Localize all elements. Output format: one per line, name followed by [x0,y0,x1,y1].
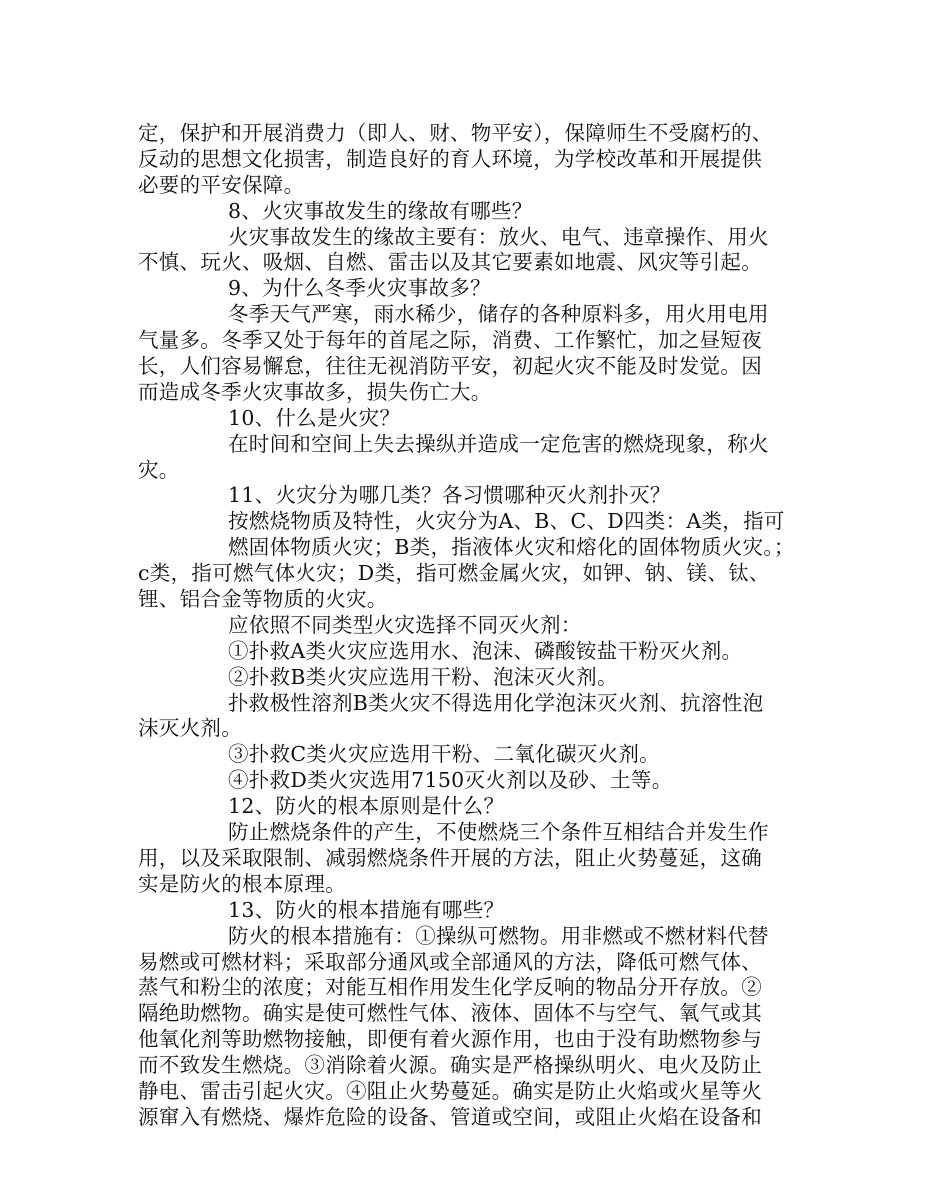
text-line: ③扑救C类火灾应选用干粉、二氧化碳灭火剂。 [228,742,660,767]
text-line: 10、什么是火灾？ [228,405,401,430]
text-line: 冬季天气严寒，雨水稀少，储存的各种原料多，用火用电用 [228,302,769,327]
text-line: 按燃烧物质及特性，火灾分为A、B、C、D四类：A类，指可 [228,509,785,534]
text-line: 源窜入有燃烧、爆炸危险的设备、管道或空间，或阻止火焰在设备和 [138,1104,762,1129]
text-line: 防止燃烧条件的产生，不使燃烧三个条件互相结合并发生作 [228,820,769,845]
text-line: 气量多。冬季又处于每年的首尾之际，消费、工作繁忙，加之昼短夜 [138,328,762,353]
text-line: 而造成冬季火灾事故多，损失伤亡大。 [138,379,492,404]
text-line: 静电、雷击引起火灾。④阻止火势蔓延。确实是防止火焰或火星等火 [138,1078,762,1103]
text-line: 燃固体物质火灾；B类，指液体火灾和熔化的固体物质火灾。； [228,535,795,560]
text-line: 他氧化剂等助燃物接触，即便有着火源作用，也由于没有助燃物参与 [138,1027,762,1052]
text-line: ④扑救D类火灾选用7150灭火剂以及砂、土等。 [228,768,673,793]
text-line: 必要的平安保障。 [138,172,305,197]
text-line: 实是防火的根本原理。 [138,871,346,896]
text-line: 而不致发生燃烧。③消除着火源。确实是严格操纵明火、电火及防止 [138,1053,762,1078]
text-line: 9、为什么冬季火灾事故多？ [228,276,491,301]
text-line: 11、火灾分为哪几类？各习惯哪种灭火剂扑灭？ [228,483,671,508]
document-body [138,121,818,1131]
text-line: 蒸气和粉尘的浓度；对能互相作用发生化学反响的物品分开存放。② [138,975,762,1000]
text-line: ②扑救B类火灾应选用干粉、泡沫灭火剂。 [228,664,618,689]
text-line: 锂、铝合金等物质的火灾。 [138,587,388,612]
text-line: 应依照不同类型火灾选择不同灭火剂： [228,612,582,637]
text-line: 13、防火的根本措施有哪些？ [228,897,505,922]
text-line: 8、火灾事故发生的缘故有哪些？ [228,198,533,223]
text-line: 易燃或可燃材料；采取部分通风或全部通风的方法，降低可燃气体、 [138,949,762,974]
text-line: 用，以及采取限制、减弱燃烧条件开展的方法，阻止火势蔓延，这确 [138,845,762,870]
text-line: 12、防火的根本原则是什么？ [228,794,505,819]
text-line: 扑救极性溶剂B类火灾不得选用化学泡沫灭火剂、抗溶性泡 [228,690,764,715]
text-line: ①扑救A类火灾应选用水、泡沫、磷酸铵盐干粉灭火剂。 [228,638,743,663]
text-line: c类，指可燃气体火灾；D类，指可燃金属火灾，如钾、钠、镁、钛、 [138,561,770,586]
text-line: 不慎、玩火、吸烟、自燃、雷击以及其它要素如地震、风灾等引起。 [138,250,762,275]
text-line: 隔绝助燃物。确实是使可燃性气体、液体、固体不与空气、氧气或其 [138,1001,762,1026]
text-line: 灾。 [138,457,180,482]
text-line: 沫灭火剂。 [138,716,242,741]
text-line: 定，保护和开展消费力（即人、财、物平安），保障师生不受腐朽的、 [138,121,773,145]
text-line: 火灾事故发生的缘故主要有：放火、电气、违章操作、用火 [228,224,769,249]
text-line: 在时间和空间上失去操纵并造成一定危害的燃烧现象，称火 [228,431,769,456]
text-line: 反动的思想文化损害，制造良好的育人环境，为学校改革和开展提供 [138,146,762,171]
text-line: 防火的根本措施有：①操纵可燃物。用非燃或不燃材料代替 [228,923,769,948]
text-line: 长，人们容易懈怠，往往无视消防平安，初起火灾不能及时发觉。因 [138,354,762,379]
